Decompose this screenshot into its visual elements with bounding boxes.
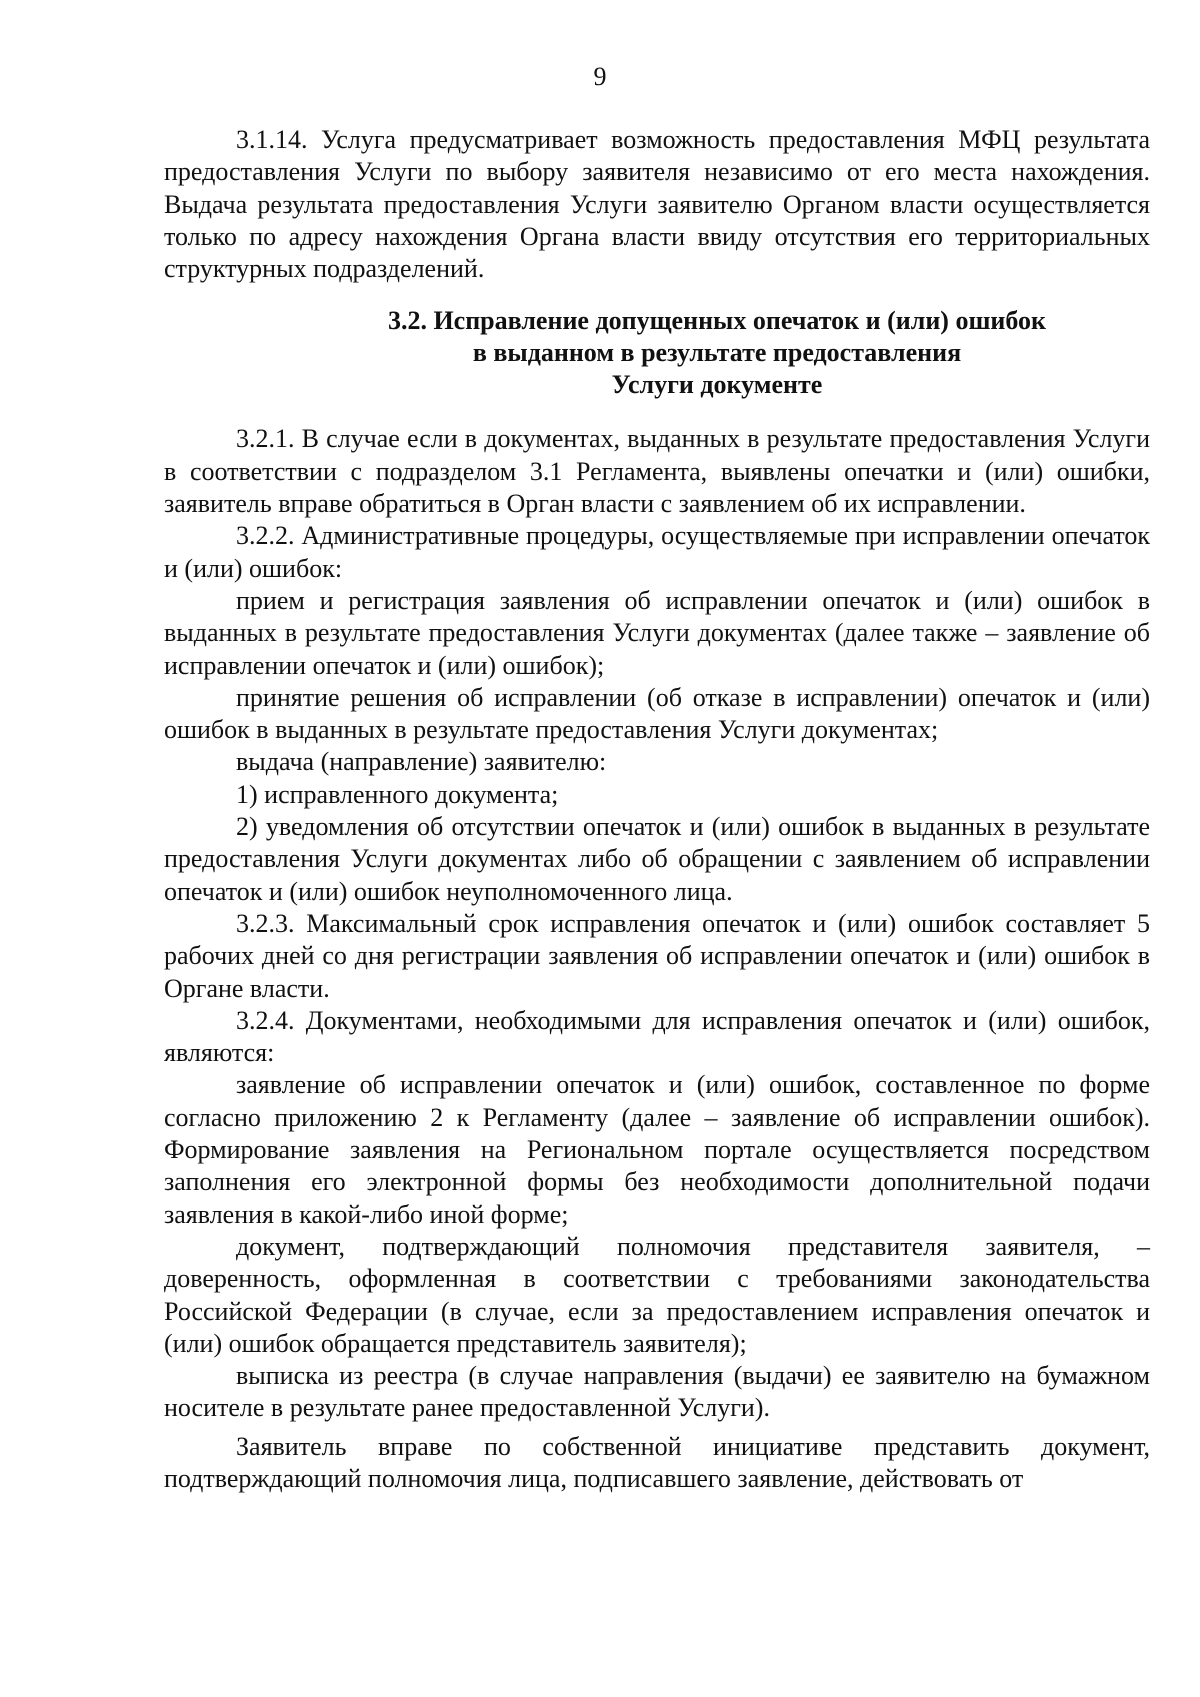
required-document-item: заявление об исправлении опечаток и (или) ошибок, составленное по форме согласно приложению 2 к Регламенту (далее – заявление об исправлении ошибок). Формирование заявления на Региональном портале осуществляется посредством заполнения его электронной формы без необходимости дополнительной подачи заявления в какой-либо иной форме; [164,1070,1150,1229]
paragraph-3-2-3: 3.2.3. Максимальный срок исправления опечаток и (или) ошибок составляет 5 рабочих дней со дня регистрации заявления об исправлении опечаток и (или) ошибок в Органе власти. [164,908,1150,1003]
section-heading-line: в выданном в результате предоставления [472,338,962,368]
paragraph-final: Заявитель вправе по собственной инициативе представить документ, подтверждающий полномочия лица, подписавшего заявление, действовать от [164,1431,1150,1493]
procedure-item: прием и регистрация заявления об исправлении опечаток и (или) ошибок в выданных в результате предоставления Услуги документах (далее также – заявление об исправлении опечаток и (или) ошибок); [164,585,1150,680]
section-heading-line: Услуги документе [611,370,823,400]
procedure-item: выдача (направление) заявителю: [236,747,607,777]
required-document-item: выписка из реестра (в случае направления (выдачи) ее заявителю на бумажном носителе в результате ранее предоставленной Услуги). [164,1361,1150,1423]
page-number: 9 [593,62,607,91]
paragraph-3-2-2: 3.2.2. Административные процедуры, осуществляемые при исправлении опечаток и (или) ошибок: [164,521,1150,583]
procedure-item: принятие решения об исправлении (об отказе в исправлении) опечаток и (или) ошибок в выданных в результате предоставления Услуги документах; [164,682,1150,745]
paragraph-3-2-4: 3.2.4. Документами, необходимыми для исправления опечаток и (или) ошибок, являются: [164,1005,1150,1068]
required-document-item: документ, подтверждающий полномочия представителя заявителя, – доверенность, оформленная в соответствии с требованиями законодательства Российской Федерации (в случае, если за предоставлением исправления опечаток и (или) ошибок обращается представитель заявителя); [164,1231,1150,1358]
section-heading-line: 3.2. Исправление допущенных опечаток и (или) ошибок [387,306,1047,336]
paragraph-3-2-1: 3.2.1. В случае если в документах, выданных в результате предоставления Услуги в соответствии с подразделом 3.1 Регламента, выявлены опечатки и (или) ошибки, заявитель вправе обратиться в Орган власти с заявлением об их исправлении. [164,424,1150,519]
sub-item: 1) исправленного документа; [236,779,559,809]
document-body [164,124,1150,1495]
sub-item: 2) уведомления об отсутствии опечаток и (или) ошибок в выданных в результате предоставления Услуги документах либо об обращении с заявлением об исправлении опечаток и (или) ошибок неуполномоченного лица. [164,812,1150,906]
paragraph-3-1-14: 3.1.14. Услуга предусматривает возможность предоставления МФЦ результата предоставления Услуги по выбору заявителя независимо от его места нахождения. Выдача результата предоставления Услуги заявителю Органом власти осуществляется только по адресу нахождения Органа власти ввиду отсутствия его территориальных структурных подразделений. [164,125,1150,284]
section-heading-3-2 [164,305,1150,401]
